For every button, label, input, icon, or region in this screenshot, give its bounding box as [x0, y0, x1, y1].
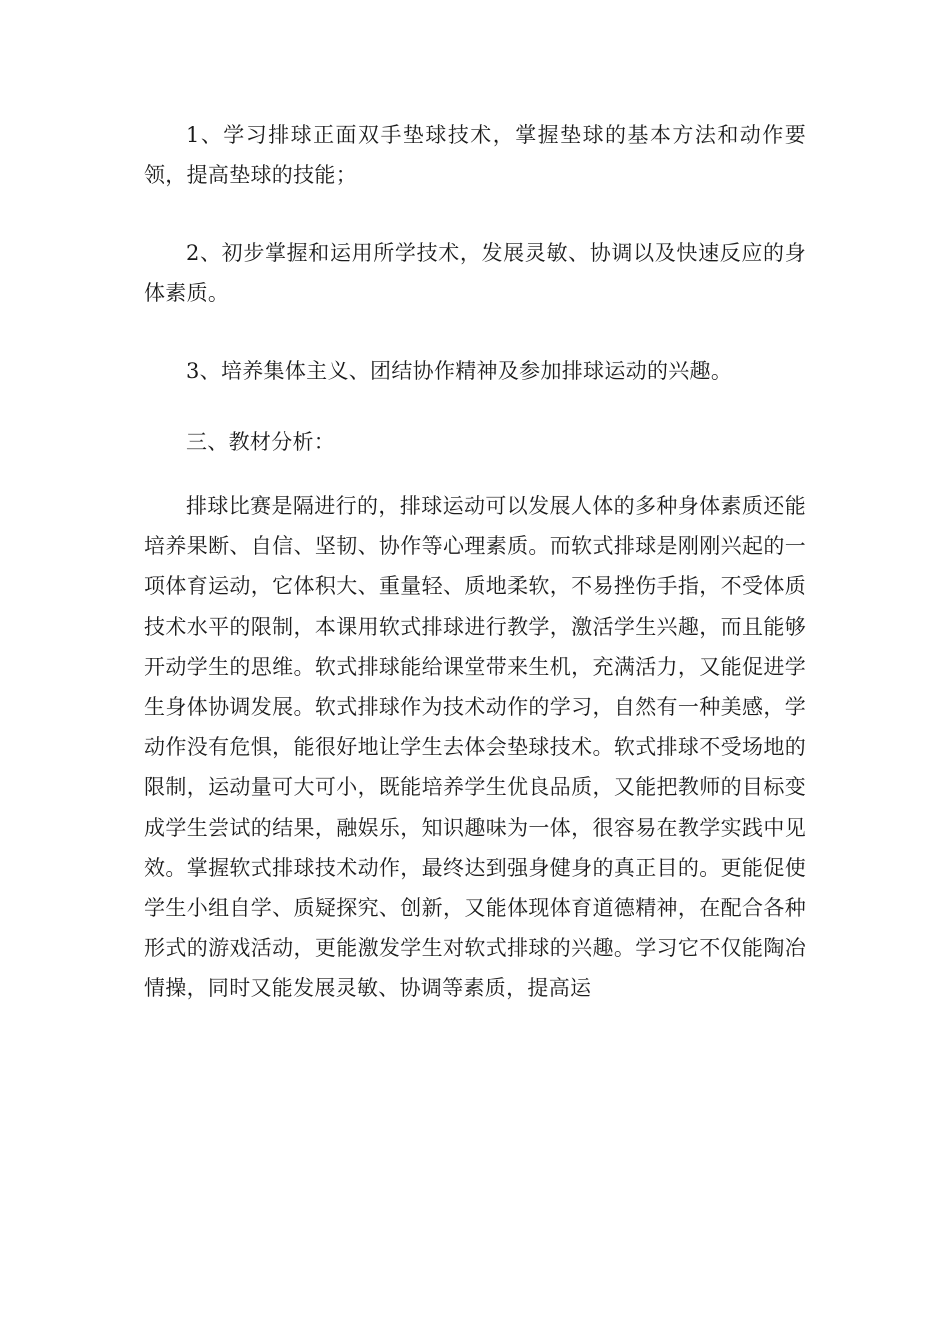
- objective-1-paragraph: 1、学习排球正面双手垫球技术，掌握垫球的基本方法和动作要领，提高垫球的技能；: [144, 123, 806, 188]
- material-analysis-paragraph: 排球比赛是隔进行的，排球运动可以发展人体的多种身体素质还能培养果断、自信、坚韧、协作等心理素质。而软式排球是刚刚兴起的一项体育运动，它体积大、重量轻、质地柔软，不易挫伤手指，不受体质技术水平的限制，本课用软式排球进行教学，激活学生兴趣，而且能够开动学生的思维。软式排球能给课堂带来生机，充满活力，又能促进学生身体协调发展。软式排球作为技术动作的学习，自然有一种美感，学动作没有危惧，能很好地让学生去体会垫球技术。软式排球不受场地的限制，运动量可大可小，既能培养学生优良品质，又能把教师的目标变成学生尝试的结果，融娱乐，知识趣味为一体，很容易在教学实践中见效。掌握软式排球技术动作，最终达到强身健身的真正目的。更能促使学生小组自学、质疑探究、创新，又能体现体育道德精神，在配合各种形式的游戏活动，更能激发学生对软式排球的兴趣。学习它不仅能陶冶情操，同时又能发展灵敏、协调等素质，提高运: [144, 494, 806, 1001]
- section-heading: 三、教材分析：: [186, 430, 336, 454]
- objective-3-paragraph: 3、培养集体主义、团结协作精神及参加排球运动的兴趣。: [186, 359, 733, 383]
- objective-2-paragraph: 2、初步掌握和运用所学技术，发展灵敏、协调以及快速反应的身体素质。: [144, 241, 806, 306]
